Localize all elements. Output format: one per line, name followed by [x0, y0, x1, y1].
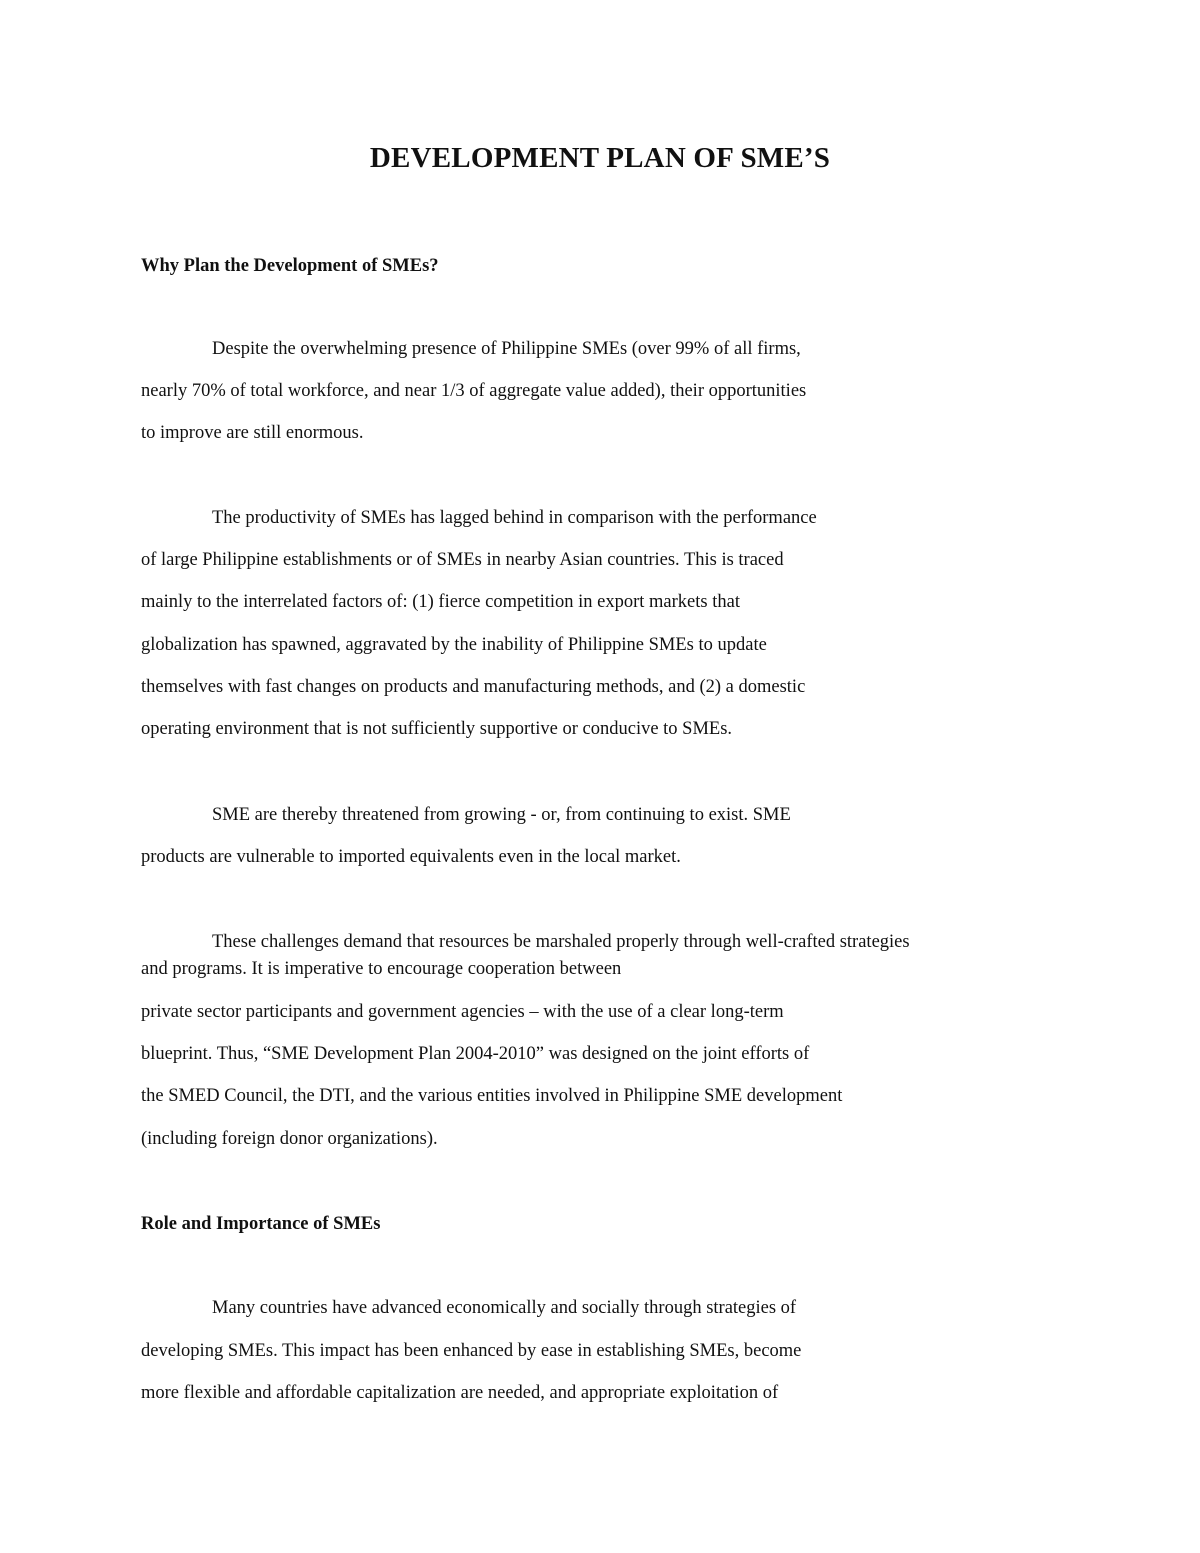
- paragraph-line: to improve are still enormous.: [141, 423, 364, 443]
- paragraph-line: the SMED Council, the DTI, and the various entities involved in Philippine SME development: [141, 1086, 843, 1106]
- paragraph-line: globalization has spawned, aggravated by the inability of Philippine SMEs to update: [141, 635, 767, 655]
- paragraph-line: (including foreign donor organizations).: [141, 1129, 438, 1149]
- paragraph-line: operating environment that is not sufficiently supportive or conducive to SMEs.: [141, 719, 733, 739]
- section-heading-why-plan: Why Plan the Development of SMEs?: [141, 256, 439, 276]
- paragraph-line: nearly 70% of total workforce, and near 1/3 of aggregate value added), their opportunities: [141, 381, 807, 401]
- paragraph-line: Many countries have advanced economically and socially through strategies of: [212, 1298, 797, 1318]
- section-heading-role-importance: Role and Importance of SMEs: [141, 1214, 381, 1234]
- paragraph-line: developing SMEs. This impact has been enhanced by ease in establishing SMEs, become: [141, 1341, 802, 1361]
- paragraph-line: and programs. It is imperative to encourage cooperation between: [141, 959, 622, 979]
- paragraph-line: These challenges demand that resources be marshaled properly through well-crafted strategies: [212, 932, 910, 952]
- paragraph-line: Despite the overwhelming presence of Philippine SMEs (over 99% of all firms,: [212, 339, 801, 359]
- paragraph-line: The productivity of SMEs has lagged behind in comparison with the performance: [212, 508, 817, 528]
- paragraph-line: private sector participants and government agencies – with the use of a clear long-term: [141, 1002, 784, 1022]
- paragraph-line: products are vulnerable to imported equivalents even in the local market.: [141, 847, 681, 867]
- paragraph-line: SME are thereby threatened from growing - or, from continuing to exist. SME: [212, 805, 791, 825]
- paragraph-line: of large Philippine establishments or of SMEs in nearby Asian countries. This is traced: [141, 550, 784, 570]
- paragraph-line: mainly to the interrelated factors of: (1) fierce competition in export markets that: [141, 592, 740, 612]
- paragraph-line: themselves with fast changes on products and manufacturing methods, and (2) a domestic: [141, 677, 806, 697]
- document-title: DEVELOPMENT PLAN OF SME’S: [369, 142, 831, 174]
- paragraph-line: blueprint. Thus, “SME Development Plan 2004-2010” was designed on the joint efforts of: [141, 1044, 810, 1064]
- paragraph-line: more flexible and affordable capitalization are needed, and appropriate exploitation of: [141, 1383, 779, 1403]
